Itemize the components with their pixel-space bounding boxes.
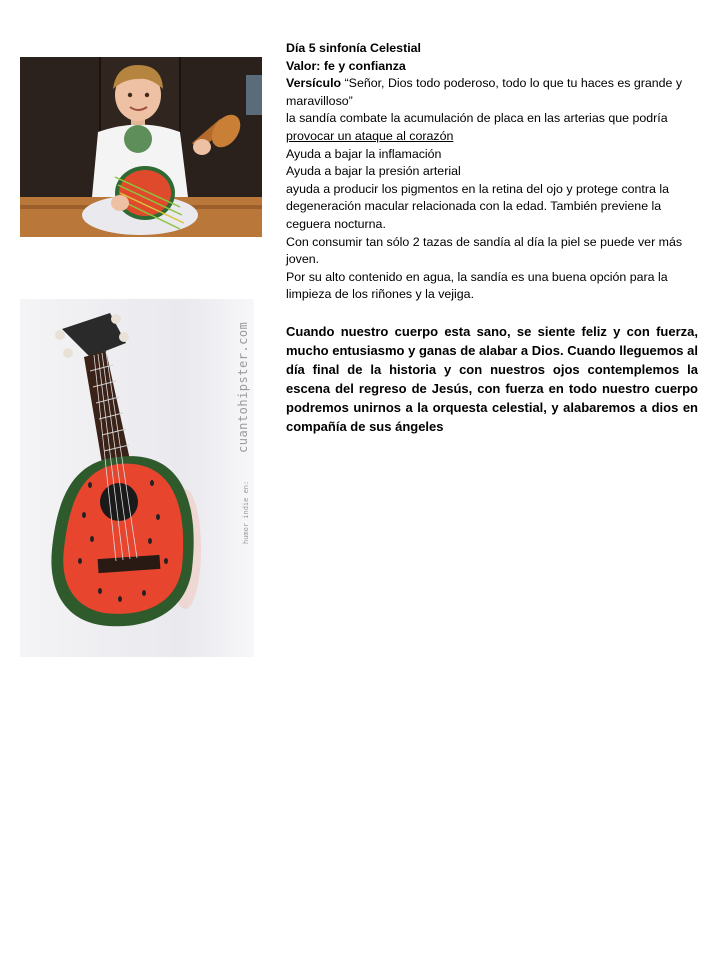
watermark-sub: humor indie en: bbox=[242, 480, 250, 544]
day-title: Día 5 sinfonía Celestial bbox=[286, 41, 421, 55]
piel-line: Con consumir tan sólo 2 tazas de sandía al día la piel se puede ver más joven. bbox=[286, 234, 683, 267]
inflamacion-line: Ayuda a bajar la inflamación bbox=[286, 146, 442, 161]
agua-line: Por su alto contenido en agua, la sandía es una buena opción para la limpieza de los riñones y la vejiga. bbox=[286, 269, 668, 302]
presion-line: Ayuda a bajar la presión arterial bbox=[286, 164, 461, 179]
versiculo-label: Versículo bbox=[286, 76, 342, 91]
info-text-block bbox=[286, 40, 698, 304]
versiculo-text: “Señor, Dios todo poderoso, todo lo que tu haces es grande y maravilloso” bbox=[286, 76, 683, 108]
sandia-text: la sandía combate la acumulación de placa en las arterias que podría bbox=[286, 111, 668, 126]
watermelon-ukulele-illustration bbox=[20, 299, 254, 657]
sandia-line bbox=[286, 110, 698, 145]
watermark-main: cuantohipster.com bbox=[236, 321, 250, 453]
versiculo-line bbox=[286, 75, 698, 110]
watermelon-ukulele-photo bbox=[20, 299, 254, 657]
pigmentos-line: ayuda a producir los pigmentos en la retina del ojo y protege contra la degeneración macular relacionada con la edad. También previene la ceguera nocturna. bbox=[286, 181, 669, 231]
ataque-corazon-link[interactable]: provocar un ataque al corazón bbox=[286, 128, 454, 143]
child-watermelon-illustration bbox=[20, 57, 262, 237]
main-paragraph: Cuando nuestro cuerpo esta sano, se siente feliz y con fuerza, mucho entusiasmo y ganas de alabar a Dios. Cuando lleguemos al día final de la historia y con nuestros ojos contemplemos la escena del regreso de Jesús, con fuerza en todo nuestro cuerpo podremos unirnos a la orquesta celestial, y alabaremos a dios en compañía de sus ángeles bbox=[286, 324, 698, 434]
valor-line: Valor: fe y confianza bbox=[286, 58, 406, 73]
child-watermelon-photo bbox=[20, 57, 262, 237]
